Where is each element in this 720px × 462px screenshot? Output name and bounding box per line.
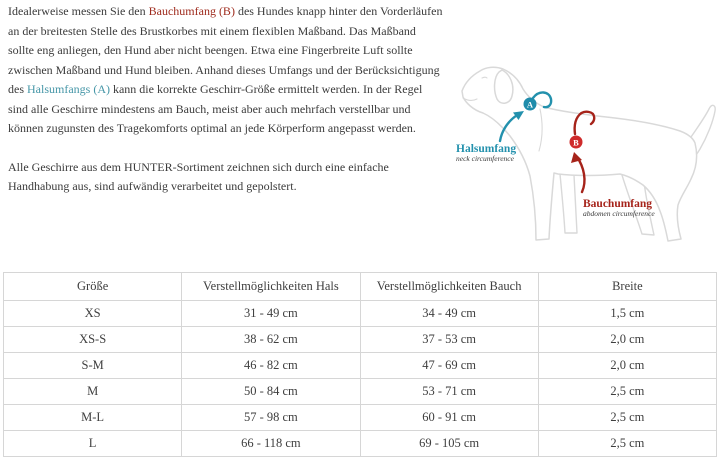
neck-range-cell: 50 - 84 cm <box>182 379 360 405</box>
belly-range-cell: 53 - 71 cm <box>360 379 538 405</box>
instructions-text: kann die korrekte Geschirr-Größe ermittelt werden. In der Regel sind alle Geschirre mindestens am Bauch, meist aber auch mehrfach verstellbar und können zugunsten des Tragekomforts optimal an jede Körperform angepasst werden. <box>8 82 423 135</box>
marker-a-letter: A <box>526 99 534 110</box>
belly-range-cell: 60 - 91 cm <box>360 405 538 431</box>
belly-range-cell: 69 - 105 cm <box>360 431 538 457</box>
measuring-instructions <box>8 2 444 197</box>
neck-range-cell: 38 - 62 cm <box>182 327 360 353</box>
size-cell: XS <box>4 301 182 327</box>
neck-range-cell: 46 - 82 cm <box>182 353 360 379</box>
header-size: Größe <box>4 273 182 301</box>
size-cell: XS-S <box>4 327 182 353</box>
sortiment-paragraph: Alle Geschirre aus dem HUNTER-Sortiment zeichnen sich durch eine einfache Handhabung aus, sind aufwändig verarbeitet und gepolstert. <box>8 159 389 193</box>
header-neck-range: Verstellmöglichkeiten Hals <box>182 273 360 301</box>
neck-range-cell: 31 - 49 cm <box>182 301 360 327</box>
size-cell: M-L <box>4 405 182 431</box>
dog-measuring-diagram <box>440 15 720 253</box>
belly-circumference-label: Bauchumfang <box>583 198 653 210</box>
size-table <box>3 272 717 457</box>
bauchumfang-reference: Bauchumfang (B) <box>148 4 235 18</box>
belly-range-cell: 47 - 69 cm <box>360 353 538 379</box>
size-cell: S-M <box>4 353 182 379</box>
marker-b-letter: B <box>573 137 579 148</box>
width-cell: 2,5 cm <box>538 379 716 405</box>
neck-range-cell: 57 - 98 cm <box>182 405 360 431</box>
belly-range-cell: 37 - 53 cm <box>360 327 538 353</box>
neck-circumference-label: Halsumfang <box>456 143 517 155</box>
neck-range-cell: 66 - 118 cm <box>182 431 360 457</box>
table-row <box>4 353 717 379</box>
width-cell: 1,5 cm <box>538 301 716 327</box>
instructions-text: Idealerweise messen Sie den <box>8 4 149 18</box>
dog-far-front-leg <box>560 174 577 233</box>
width-cell: 2,5 cm <box>538 405 716 431</box>
instructions-paragraph <box>8 2 444 139</box>
width-cell: 2,0 cm <box>538 327 716 353</box>
table-header-row <box>4 273 717 301</box>
size-cell: L <box>4 431 182 457</box>
table-row <box>4 301 717 327</box>
belly-circumference-sublabel: abdomen circumference <box>583 209 655 218</box>
width-cell: 2,0 cm <box>538 353 716 379</box>
instructions-text: des Hundes knapp hinter den Vorderläufen an der breitesten Stelle des Brustkorbes mit einem flexiblen Maßband. Das Maßband sollte eng anliegen, den Hund aber nicht beengen. Etwa eine Fingerbreite Luft sollte zwischen Maßband und Hund bleiben. Anhand dieses Umfangs und der Berücksichtigung des <box>8 4 443 96</box>
header-width: Breite <box>538 273 716 301</box>
size-cell: M <box>4 379 182 405</box>
table-row <box>4 405 717 431</box>
table-row <box>4 379 717 405</box>
belly-range-cell: 34 - 49 cm <box>360 301 538 327</box>
table-row <box>4 431 717 457</box>
header-belly-range: Verstellmöglichkeiten Bauch <box>360 273 538 301</box>
halsumfang-reference: Halsumfangs (A) <box>27 82 110 96</box>
table-row <box>4 327 717 353</box>
neck-circumference-sublabel: neck circumference <box>456 154 514 163</box>
width-cell: 2,5 cm <box>538 431 716 457</box>
